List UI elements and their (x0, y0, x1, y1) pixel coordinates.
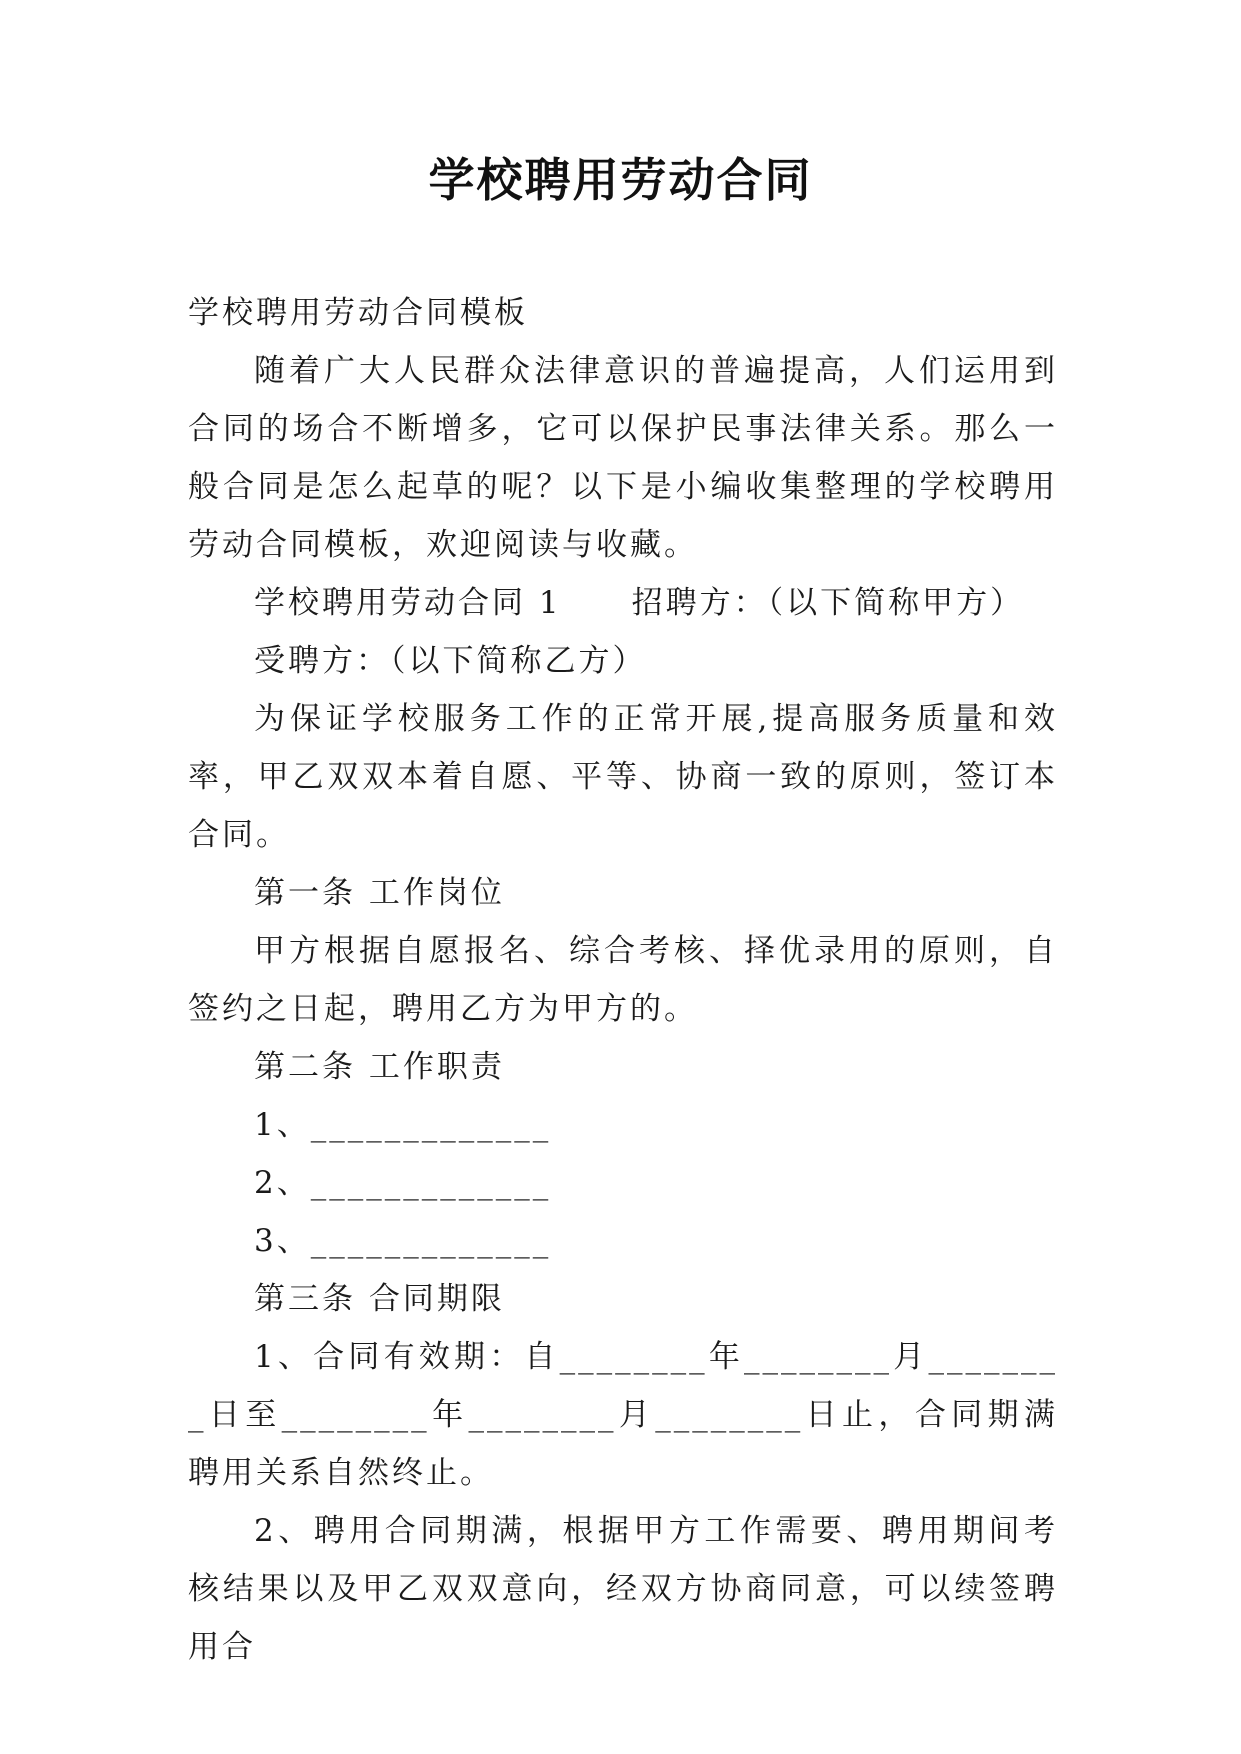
duty-item-3: 3、_____________ (254, 1223, 552, 1259)
party-a-label: 招聘方：（以下简称甲方） (631, 585, 1025, 621)
document-subtitle: 学校聘用劳动合同模板 (188, 295, 528, 331)
purpose-paragraph: 为保证学校服务工作的正常开展,提高服务质量和效率，甲乙双双本着自愿、平等、协商一致的原则，签订本合同。 (188, 701, 1058, 853)
article-3-title: 第三条 合同期限 (254, 1281, 505, 1317)
contract-heading: 学校聘用劳动合同 1 (254, 585, 562, 621)
article-1-title: 第一条 工作岗位 (254, 875, 505, 911)
article-2-title: 第二条 工作职责 (254, 1049, 505, 1085)
duty-item-1: 1、_____________ (254, 1107, 552, 1143)
term-item-2: 2、聘用合同期满，根据甲方工作需要、聘用期间考核结果以及甲乙双双意向，经双方协商同意，可以续签聘用合 (188, 1513, 1058, 1665)
article-1-text: 甲方根据自愿报名、综合考核、择优录用的原则，自签约之日起，聘用乙方为甲方的。 (188, 933, 1058, 1027)
term-item-1: 1、合同有效期：自________年________月________日至________年________月________日止，合同期满聘用关系自然终止。 (188, 1339, 1058, 1491)
contract-heading-line (188, 574, 1058, 632)
document-title: 学校聘用劳动合同 (428, 153, 813, 207)
document-body (188, 284, 1058, 1676)
party-b-label: 受聘方：（以下简称乙方） (254, 643, 647, 679)
duty-item-2: 2、_____________ (254, 1165, 552, 1201)
intro-paragraph: 随着广大人民群众法律意识的普遍提高，人们运用到合同的场合不断增多，它可以保护民事法律关系。那么一般合同是怎么起草的呢？以下是小编收集整理的学校聘用劳动合同模板，欢迎阅读与收藏。 (188, 353, 1058, 563)
